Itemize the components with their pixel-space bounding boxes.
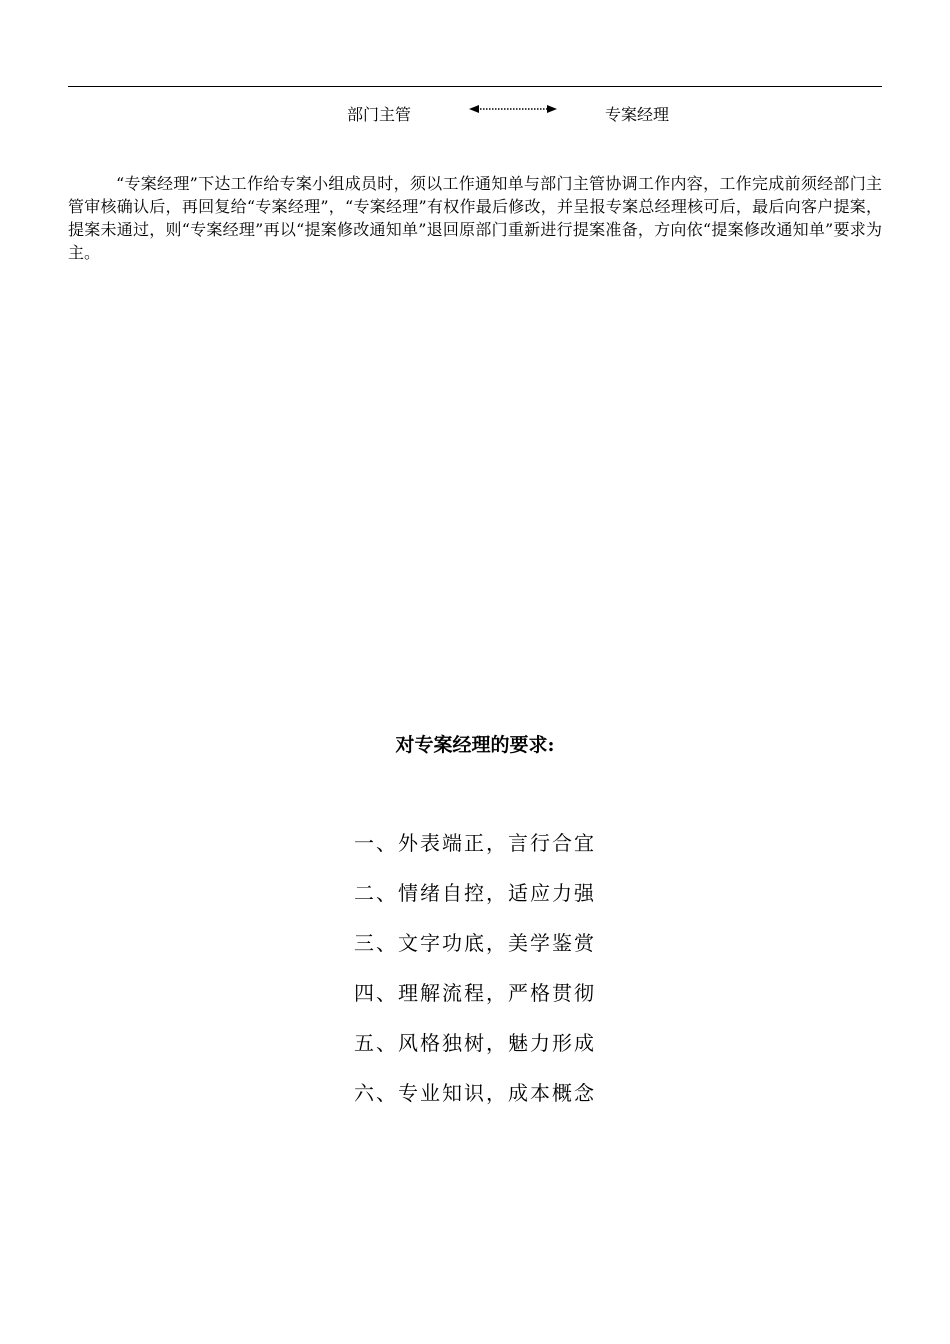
requirement-item: 三、文字功底，美学鉴赏 (354, 931, 596, 955)
requirement-item: 六、专业知识，成本概念 (354, 1081, 596, 1105)
requirements-list (0, 826, 950, 1126)
flow-diagram (0, 104, 950, 128)
requirement-item: 五、风格独树，魅力形成 (354, 1031, 596, 1055)
requirement-item: 一、外表端正，言行合宜 (354, 831, 596, 855)
requirements-title: 对专案经理的要求: (395, 734, 555, 756)
top-rule (68, 86, 882, 87)
requirement-item: 二、情绪自控，适应力强 (354, 881, 596, 905)
workflow-paragraph: “专案经理”下达工作给专案小组成员时，须以工作通知单与部门主管协调工作内容，工作完成前须经部门主管审核确认后，再回复给“专案经理”，“专案经理”有权作最后修改，并呈报专案总经理核可后，最后向客户提案，提案未通过，则“专案经理”再以“提案修改通知单”退回原部门重新进行提案准备，方向依“提案修改通知单”要求为主。 (68, 174, 882, 262)
project-manager-label: 专案经理 (605, 105, 670, 124)
double-arrow-icon (469, 104, 557, 116)
requirement-item: 四、理解流程，严格贯彻 (354, 981, 596, 1005)
department-head-label: 部门主管 (347, 105, 412, 124)
